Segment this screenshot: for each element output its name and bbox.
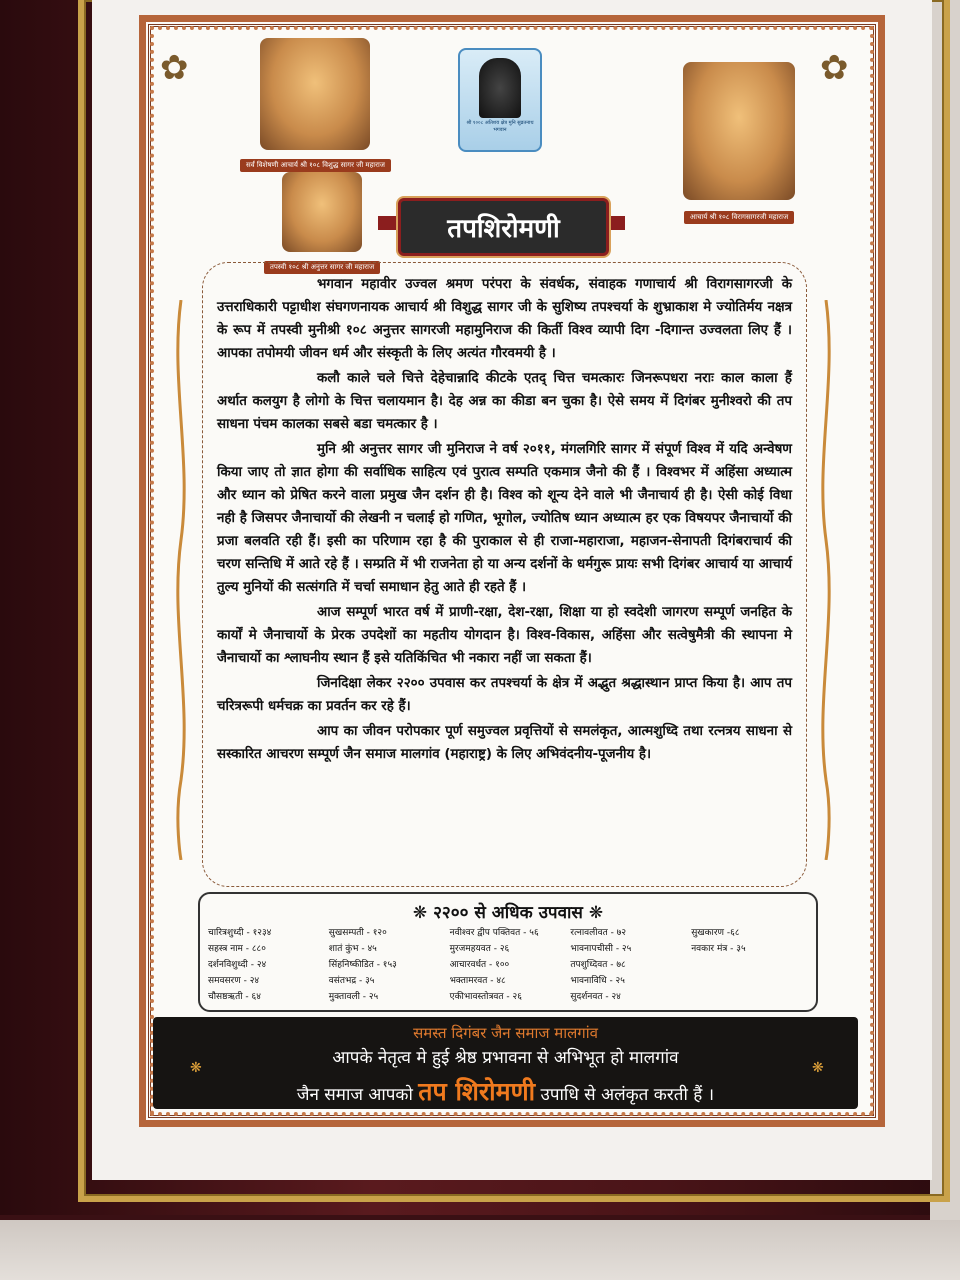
banner-line-3 [153,1074,858,1108]
sparkle-ornament-icon: ❋ [190,1060,202,1076]
fasts-column [329,925,446,1005]
fast-item: नवकार मंत्र - ३५ [691,944,746,954]
flower-ornament-icon: ✿ [160,48,189,88]
photo-caption: सर्वं विशेषणी आचार्य श्री १०८ विशुद्ध सागर जी महाराज [240,159,391,172]
photo-image [260,38,370,150]
fast-item: चौसष्ठऋती - ६४ [208,992,261,1002]
photo-caption: आचार्य श्री १०८ विरागसागरजी महाराज [684,211,794,224]
photo-image [683,62,795,200]
citation-body [202,262,807,887]
fast-item: सुखकारण -६८ [691,928,740,938]
fast-item: रत्नावलीवत - ७२ [570,928,627,938]
deity-caption: श्री १००८ अतिशय क्षेत्र मुनि सुव्रतनाथ भगवान [466,120,534,133]
citation-paragraph: भगवान महावीर उज्वल श्रमण परंपरा के संवर्धक, संवाहक गणाचार्य श्री विरागसागरजी के उत्तराधिकारी पट्टाधीश संघगणनायक आचार्य श्री विशुद्ध सागर जी के सुशिष्य तपश्चर्या के शुभ्राकाश मे ज्योतिर्मय नक्षत्र के रूप में तपस्वी मुनीश्री १०८ अनुत्तर सागरजी महामुनिराज की किर्ती विश्व व्यापी दिग -दिगान्त उज्वलता लिए हैं । आपका तपोमयी जीवन धर्म और संस्कृती के लिए अत्यंत गौरवमयी है । [217,277,792,361]
deity-idol-image [479,58,521,118]
photo-muni-bottom-left [262,172,382,274]
right-flourish [815,300,837,860]
flower-ornament-icon: ✿ [820,48,849,88]
certificate-title: तपशिरोमणी [398,198,609,256]
fast-item: शातं कुंभ - ४५ [328,944,377,954]
fast-item: भावनाविधि - २५ [570,976,625,986]
photo-caption: तपस्वी १०८ श्री अनुत्तर सागर जी महाराज [264,261,380,274]
fast-item: भक्तामरवत - ४८ [449,976,506,986]
fasts-title: ❋ २२०० से अधिक उपवास ❋ [412,903,604,923]
fast-item: सुदर्शनवत - २४ [570,992,621,1002]
fast-item: सिंहनिष्कीडित - १५३ [328,960,397,970]
citation-paragraph: जिनदिक्षा लेकर २२०० उपवास कर तपश्चर्या के क्षेत्र में अद्भुत श्रद्धास्थान प्राप्त किया है। आप तप चरित्ररूपी धर्मचक्र का प्रवर्तन कर रहे हैं। [217,676,792,714]
fast-item: भावनापचीसी - २५ [570,944,632,954]
wall-bottom [0,1220,960,1280]
dedication-banner [153,1017,858,1109]
banner-highlight-title: तप शिरोमणी [418,1077,536,1106]
fast-item: एकीभावस्तोत्रवत - २६ [449,992,522,1002]
fast-item: आचारवर्धत - १०० [449,960,510,970]
photo-image [282,172,362,252]
fast-item: सहस्त्र नाम - ८८० [208,944,266,954]
left-flourish [170,300,192,860]
fasts-column [691,925,808,1005]
fasts-column [570,925,687,1005]
fast-item: मुक्तावली - २५ [328,992,379,1002]
banner-line-3-prefix: जैन समाज आपको [296,1085,413,1105]
banner-line-1: समस्त दिगंबर जैन समाज मालगांव [413,1024,598,1042]
fast-item: सुखसम्पती - १२० [328,928,387,938]
fast-item: दर्शनविशुध्दी - २४ [208,960,267,970]
fasts-columns [208,925,808,1005]
deity-badge [458,48,542,152]
fast-item: तपशुध्दिवत - ७८ [570,960,626,970]
fast-item: वसंतभद्र - ३५ [328,976,375,986]
citation-paragraph: मुनि श्री अनुत्तर सागर जी मुनिराज ने वर्ष २०११, मंगलगिरि सागर में संपूर्ण विश्व में यदि अन्वेषण किया जाए तो ज्ञात होगा की सर्वाधिक साहित्य एवं पुरात्व सम्पति एकमात्र जैनो की हैं । विश्वभर में अहिंसा अध्यात्म और ध्यान को प्रेषित करने वाला प्रमुख जैन दर्शन ही है। विश्व को शून्य देने वाले भी जैनाचार्य ही है। ऐसी कोई विधा नही है जिसपर जैनाचार्यो की लेखनी न चलाई हो गणित, भूगोल, ज्योतिष ध्यान अध्यात्म हर एक विषयपर जैनाचार्यो की प्रजा बलवति रही हैं। इसी का परिणाम रहा है की पुराकाल से ही राजा-महाराजा, महाजन-सेनापती दिगंबराचार्य की चरण सन्तिधि में आते रहे हैं । सम्प्रति में भी राजनेता हो या अन्य दर्शनों के धर्मगुरू प्रायः सभी दिगंबर आचार्य या आचार्य तुल्य मुनियों की सत्संगति में चर्चा समाधान हेतु आते ही रहते हैं । [217,442,792,595]
citation-paragraph: आज सम्पूर्ण भारत वर्ष में प्राणी-रक्षा, देश-रक्षा, शिक्षा या हो स्वदेशी जागरण सम्पूर्ण जनहित के कार्यों मे जैनाचार्यो के प्रेरक उपदेशों का महतीय योगदान है। विश्व-विकास, अहिंसा और सत्वेषुमैत्री की स्थापना मे जैनाचार्यो का श्लाघनीय स्थान हैं इसे यतिकिंचित भी नकारा नहीं जा सकता हैं। [217,605,792,666]
banner-line-3-suffix: उपाधि से अलंकृत करती हैं । [540,1085,715,1105]
sparkle-ornament-icon: ❋ [812,1060,824,1076]
fasts-summary-box [198,892,818,1012]
banner-line-2: आपके नेतृत्व मे हुई श्रेष्ठ प्रभावना से अभिभूत हो मालगांव [332,1048,679,1068]
citation-paragraph: आप का जीवन परोपकार पूर्ण समुज्वल प्रवृत्तियों से समलंकृत, आत्मशुध्दि तथा रत्नत्रय साधना से सस्कारित आचरण सम्पूर्ण जैन समाज मालगांव (महाराष्ट्र) के लिए अभिवंदनीय-पूजनीय है। [217,724,792,762]
fasts-column [208,925,325,1005]
photo-acharya-top-left [240,38,390,172]
fast-item: समवसरण - २४ [208,976,260,986]
fasts-column [450,925,567,1005]
fast-item: चारित्रशुध्दी - १२३४ [208,928,272,938]
fast-item: नवीश्वर द्वीप पक्तिवत - ५६ [449,928,539,938]
fast-item: मुरजमहयवत - २६ [449,944,510,954]
citation-paragraph: कलौ काले चले चित्ते देहेचान्नादि कीटके एतद् चित्त चमत्कारः जिनरूपधरा नराः काल काला हैं अर्थात कलयुग है लोगो के चित्त चलायमान है। देह अन्न का कीडा बन चुका है। ऐसे समय में दिगंबर मुनीश्वरो की तप साधना पंचम कालका सबसे बडा चमत्कार है । [217,371,792,432]
photo-acharya-right [675,62,803,224]
